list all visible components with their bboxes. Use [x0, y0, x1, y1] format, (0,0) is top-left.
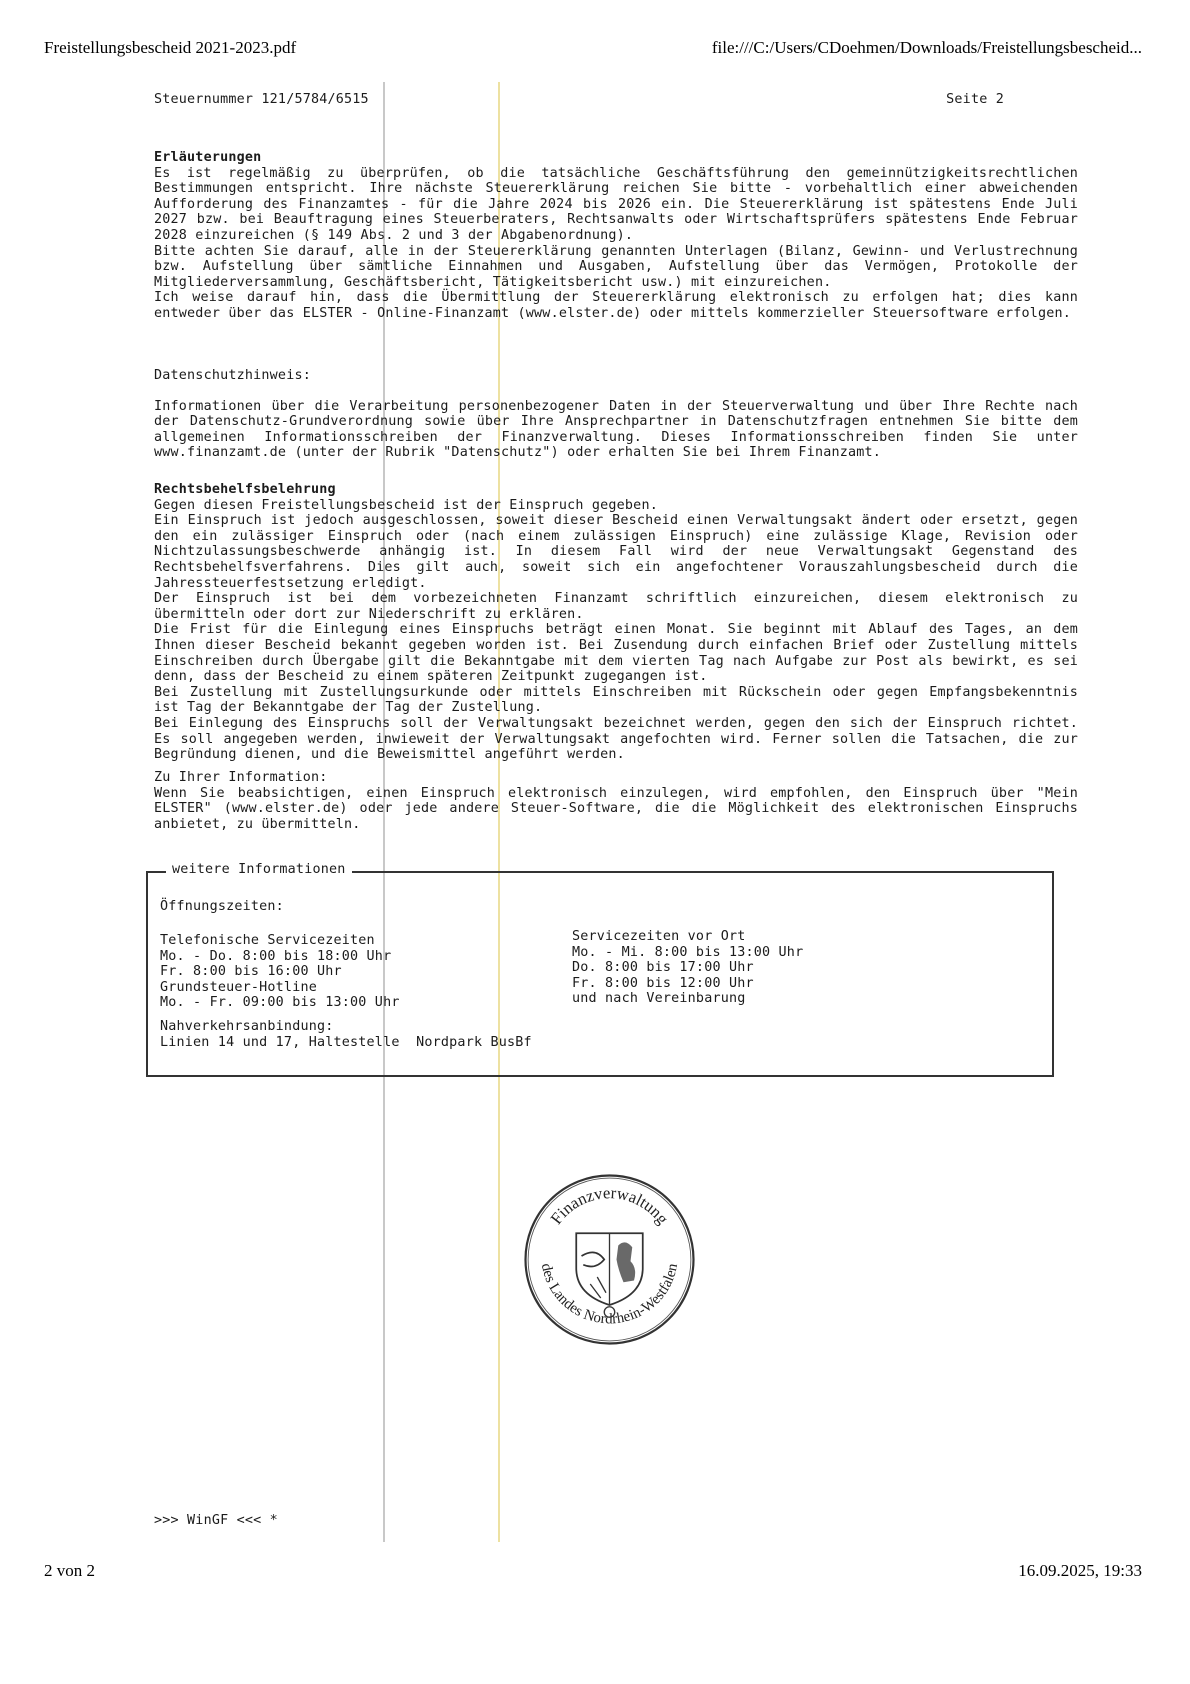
erlaeuterungen-heading: Erläuterungen: [154, 150, 262, 165]
wingf-mark: >>> WinGF <<< *: [154, 1513, 278, 1528]
paragraph: Bei Zustellung mit Zustellungsurkunde oder mittels Einschreiben mit Rückschein oder gegen Empfangsbekenntnis ist Tag der Bekanntgabe der Tag der Zustellung.: [154, 684, 1078, 716]
paragraph: Ich weise darauf hin, dass die Übermittlung der Steuererklärung elektronisch zu erfolgen hat; dies kann entweder über das ELSTER - Online-Finanzamt (www.elster.de) oder mittels kommerzieller Steuersoftware erfolgen.: [154, 290, 1078, 321]
tel-heading: Telefonische Servicezeiten: [160, 933, 375, 948]
print-timestamp: 16.09.2025, 19:33: [1018, 1561, 1142, 1580]
vorort-line: Fr. 8:00 bis 12:00 Uhr: [572, 975, 754, 991]
info-box-title: weitere Informationen: [166, 862, 352, 878]
seal-text-bottom: des Landes Nordrhein-Westfalen: [537, 1262, 682, 1328]
datenschutz-heading: Datenschutzhinweis:: [154, 368, 311, 383]
servicezeiten-vor-ort: [572, 929, 803, 1007]
rechtsbehelf-heading: Rechtsbehelfsbelehrung: [154, 482, 336, 497]
paragraph: Informationen über die Verarbeitung personenbezogener Daten in der Steuerverwaltung und über Ihre Rechte nach der Datenschutz-Grundverordnung sowie über Ihre Ansprechpartner in Datenschutzfragen entnehmen Sie bitte dem allgemeinen Informationsschreiben der Finanzverwaltung. Dieses Informationsschreiben finden Sie unter www.finanzamt.de (unter der Rubrik "Datenschutz") oder erhalten Sie bei Ihrem Finanzamt.: [154, 398, 1078, 461]
paragraph: Es ist regelmäßig zu überprüfen, ob die tatsächliche Geschäftsführung den gemeinnützigkeitsrechtlichen Bestimmungen entspricht. Ihre nächste Steuererklärung reichen Sie bitte - vorbehaltlich einer abweichenden Aufforderung des Finanzamtes - für die Jahre 2024 bis 2026 ein. Die Steuererklärung ist spätestens Ende Juli 2027 bzw. bei Beauftragung eines Steuerberaters, Rechtsanwalts oder Wirtschaftsprüfers spätestens Ende Februar 2028 einzureichen (§ 149 Abs. 2 und 3 der Abgabenordnung).: [154, 165, 1078, 243]
scanned-letter: [70, 82, 1080, 1552]
datenschutz-section: [154, 368, 1078, 461]
tel-line: Mo. - Do. 8:00 bis 18:00 Uhr: [160, 948, 392, 964]
paragraph: Gegen diesen Freistellungsbescheid ist der Einspruch gegeben.: [154, 497, 658, 513]
nahverkehr-line: Linien 14 und 17, Haltestelle Nordpark BusBf: [160, 1034, 532, 1050]
paragraph: Die Frist für die Einlegung eines Einspruchs beträgt einen Monat. Sie beginnt mit Ablauf des Tages, an dem Ihnen dieser Bescheid bekannt gegeben worden ist. Bei Zusendung durch einfachen Brief oder Zustellung mittels Einschreiben durch Übergabe gilt die Bekanntgabe mit dem vierten Tag nach Aufgabe zur Post als bewirkt, es sei denn, dass der Bescheid zu einem späteren Zeitpunkt zugegangen ist.: [154, 622, 1078, 685]
oeffnungszeiten-label: Öffnungszeiten:: [160, 899, 284, 914]
hotline-heading: Grundsteuer-Hotline: [160, 979, 317, 995]
paragraph: Bitte achten Sie darauf, alle in der Steuererklärung genannten Unterlagen (Bilanz, Gewinn- und Verlustrechnung bzw. Aufstellung über sämtliche Einnahmen und Ausgaben, Aufstellung über das Vermögen, Protokolle der Mitgliederversammlung, Geschäftsbericht, Tätigkeitsbericht usw.) mit einzureichen.: [154, 243, 1078, 290]
file-url: file:///C:/Users/CDoehmen/Downloads/Freistellungsbescheid...: [711, 38, 1142, 57]
paragraph: Ein Einspruch ist jedoch ausgeschlossen, soweit dieser Bescheid einen Verwaltungsakt ändert oder ersetzt, gegen den ein zulässiger Einspruch oder (nach einem zulässigen Einspruch) eine zulässige Klage, Revision oder Nichtzulassungsbeschwerde anhängig ist. In diesem Fall wird der neue Verwaltungsakt Gegenstand des Rechtsbehelfsverfahrens. Dies gilt auch, soweit sich ein angefochtener Vorauszahlungsbescheid durch die Jahressteuerfestsetzung erledigt.: [154, 513, 1078, 591]
telefon-servicezeiten: [160, 933, 400, 1011]
info-heading: Zu Ihrer Information:: [154, 770, 328, 785]
info-box: [146, 862, 1054, 1077]
document-title: Freistellungsbescheid 2021-2023.pdf: [44, 38, 297, 57]
paragraph: Wenn Sie beabsichtigen, einen Einspruch elektronisch einzulegen, wird empfohlen, den Einspruch über "Mein ELSTER" (www.elster.de) oder jede andere Steuer-Software, die die Möglichkeit des elektronischen Einspruchs anbietet, zu übermitteln.: [154, 785, 1078, 832]
info-section: [154, 770, 1078, 832]
rechtsbehelf-section: [154, 482, 1078, 763]
vorort-line: Do. 8:00 bis 17:00 Uhr: [572, 960, 754, 976]
letter-header: [154, 92, 1004, 108]
seal-text-top: Finanzverwaltung: [546, 1183, 673, 1228]
coat-of-arms-icon: [576, 1233, 643, 1317]
official-seal: [522, 1172, 697, 1347]
vorort-line: und nach Vereinbarung: [572, 991, 746, 1007]
nahverkehr-heading: Nahverkehrsanbindung:: [160, 1019, 334, 1034]
steuernummer: Steuernummer 121/5784/6515: [154, 92, 369, 107]
tel-line: Fr. 8:00 bis 16:00 Uhr: [160, 964, 342, 980]
vorort-line: Mo. - Mi. 8:00 bis 13:00 Uhr: [572, 944, 804, 960]
svg-text:Finanzverwaltung: [547, 1183, 673, 1228]
hotline-line: Mo. - Fr. 09:00 bis 13:00 Uhr: [160, 995, 400, 1011]
page-counter: 2 von 2: [44, 1561, 95, 1580]
erlaeuterungen-section: [154, 150, 1078, 322]
vorort-heading: Servicezeiten vor Ort: [572, 929, 746, 944]
paragraph: Der Einspruch ist bei dem vorbezeichneten Finanzamt schriftlich einzureichen, diesem elektronisch zu übermitteln oder dort zur Niederschrift zu erklären.: [154, 591, 1078, 622]
nahverkehr: [160, 1019, 532, 1050]
paragraph: Bei Einlegung des Einspruchs soll der Verwaltungsakt bezeichnet werden, gegen den sich der Einspruch richtet. Es soll angegeben werden, inwieweit der Verwaltungsakt angefochten wird. Ferner sollen die Tatsachen, die zur Begründung dienen, und die Beweismittel angeführt werden.: [154, 715, 1078, 763]
page-label: Seite 2: [946, 92, 1004, 107]
